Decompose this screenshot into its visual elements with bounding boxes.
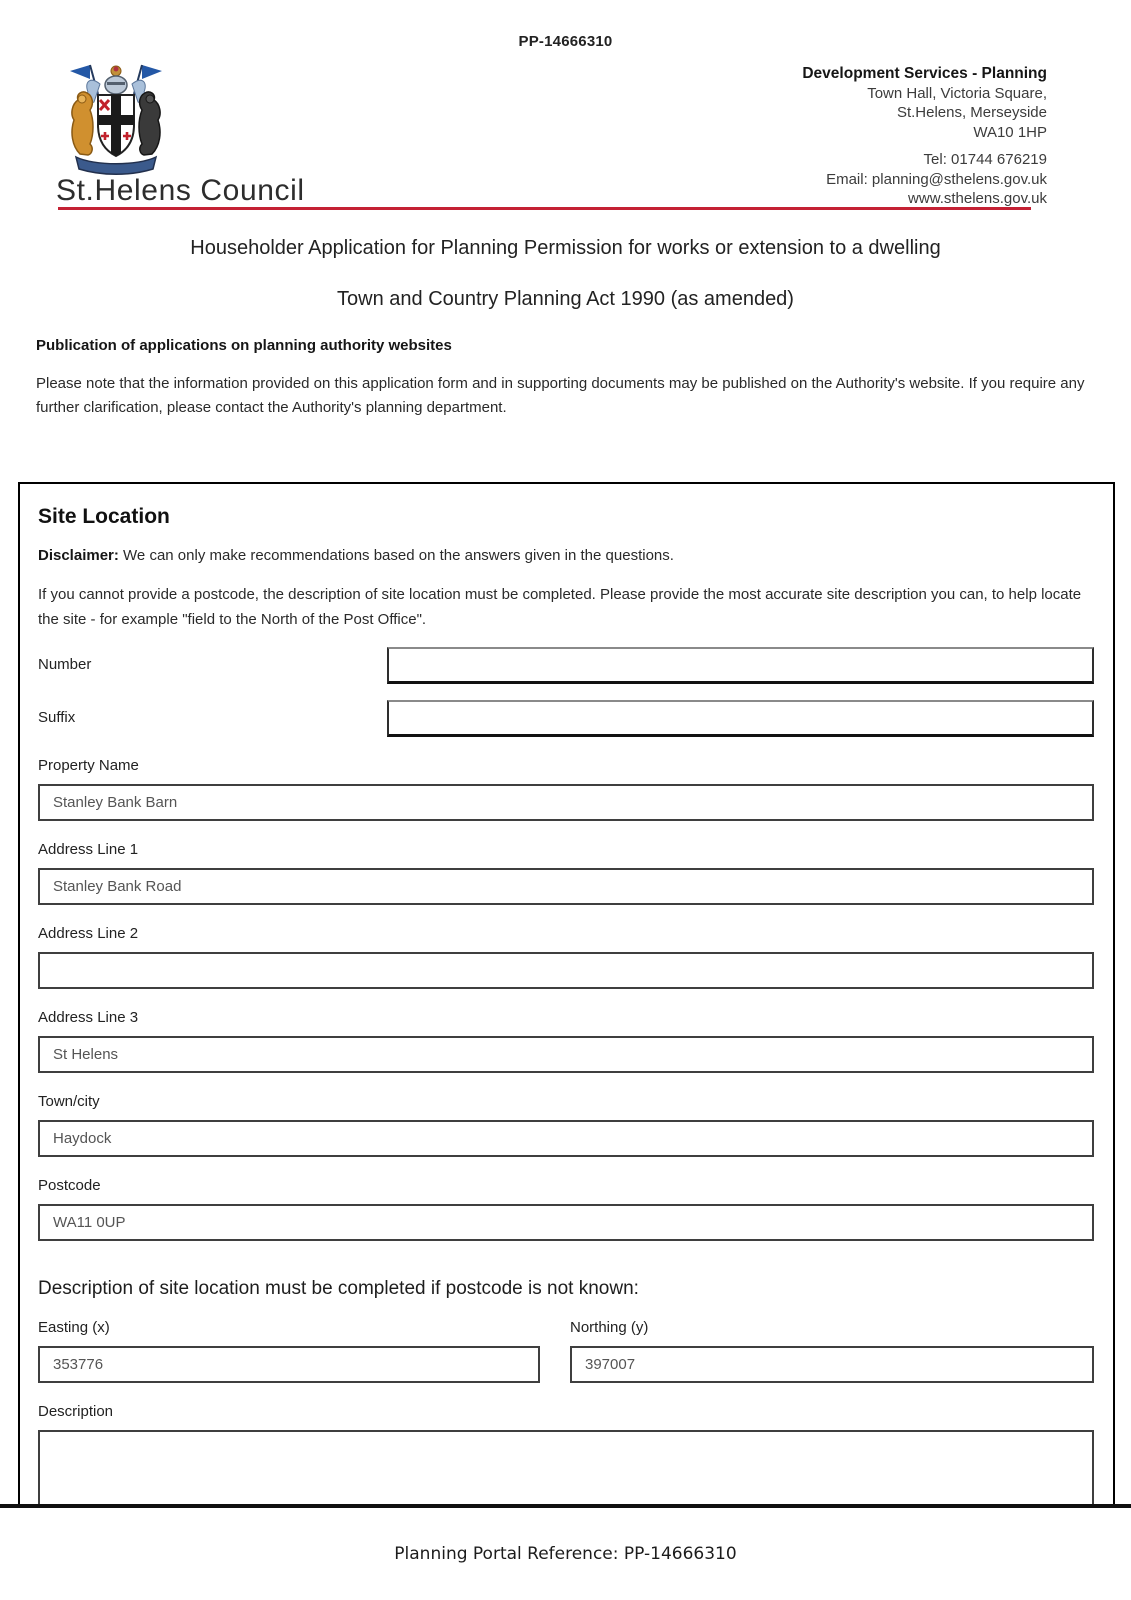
property-name-label: Property Name bbox=[38, 757, 139, 774]
address-line-2-input[interactable] bbox=[38, 952, 1094, 989]
number-row bbox=[38, 647, 1094, 684]
northing-input[interactable] bbox=[570, 1346, 1094, 1383]
disclaimer-text: Disclaimer: We can only make recommendations based on the answers given in the questions. bbox=[38, 547, 674, 564]
property-name-input[interactable] bbox=[38, 784, 1094, 821]
description-requirement-heading: Description of site location must be completed if postcode is not known: bbox=[38, 1278, 639, 1299]
address-line-1-input[interactable] bbox=[38, 868, 1094, 905]
coordinates-row bbox=[38, 1318, 1094, 1383]
northing-field bbox=[570, 1318, 1094, 1383]
page-header bbox=[0, 0, 1131, 225]
suffix-label: Suffix bbox=[38, 709, 76, 726]
suffix-row bbox=[38, 700, 1094, 737]
planning-portal-reference: Planning Portal Reference: PP-14666310 bbox=[394, 1544, 737, 1564]
site-location-section bbox=[18, 482, 1115, 1504]
easting-input[interactable] bbox=[38, 1346, 540, 1383]
suffix-input[interactable] bbox=[387, 700, 1094, 737]
town-city-label: Town/city bbox=[38, 1093, 100, 1110]
form-subtitle: Town and Country Planning Act 1990 (as amended) bbox=[337, 288, 794, 310]
address-line-3-label: Address Line 3 bbox=[38, 1009, 139, 1026]
address-line-2-label: Address Line 2 bbox=[38, 925, 139, 942]
disclaimer-label: Disclaimer: bbox=[38, 547, 119, 564]
site-location-intro: If you cannot provide a postcode, the description of site location must be completed. Please provide the most accurate site description you can, to help locate the site - for example "field to the North of the Post Office". bbox=[38, 586, 1082, 628]
northing-label: Northing (y) bbox=[570, 1319, 649, 1336]
number-label: Number bbox=[38, 656, 92, 673]
postcode-input[interactable] bbox=[38, 1204, 1094, 1241]
publication-heading: Publication of applications on planning authority websites bbox=[36, 337, 452, 354]
council-crest-icon bbox=[60, 62, 172, 177]
publication-body: Please note that the information provided on this application form and in supporting documents may be published on the Authority's website. If you require any further clarification, please contact the Authority's planning department. bbox=[36, 375, 1085, 416]
number-input[interactable] bbox=[387, 647, 1094, 684]
section-heading: Site Location bbox=[38, 505, 170, 528]
easting-field bbox=[38, 1318, 540, 1383]
description-textarea[interactable] bbox=[38, 1430, 1094, 1504]
address-line-3-input[interactable] bbox=[38, 1036, 1094, 1073]
header-divider bbox=[58, 207, 1031, 210]
council-name: St.Helens Council bbox=[56, 174, 305, 207]
telephone: Tel: 01744 676219 bbox=[923, 151, 1047, 168]
easting-label: Easting (x) bbox=[38, 1319, 110, 1336]
email: Email: planning@sthelens.gov.uk bbox=[826, 170, 1047, 188]
address-line: Town Hall, Victoria Square, bbox=[867, 84, 1047, 102]
description-label: Description bbox=[38, 1403, 114, 1420]
address-line: St.Helens, Merseyside bbox=[896, 104, 1047, 121]
department-name: Development Services - Planning bbox=[802, 65, 1047, 82]
website: www.sthelens.gov.uk bbox=[908, 190, 1047, 207]
town-city-input[interactable] bbox=[38, 1120, 1094, 1157]
footer-divider bbox=[0, 1504, 1131, 1508]
address-line: WA10 1HP bbox=[973, 123, 1047, 141]
form-title: Householder Application for Planning Permission for works or extension to a dwelling bbox=[190, 237, 941, 259]
address-line-1-label: Address Line 1 bbox=[38, 841, 139, 858]
postcode-label: Postcode bbox=[38, 1177, 101, 1194]
application-reference: PP-14666310 bbox=[518, 33, 613, 50]
contact-block bbox=[802, 64, 1047, 209]
